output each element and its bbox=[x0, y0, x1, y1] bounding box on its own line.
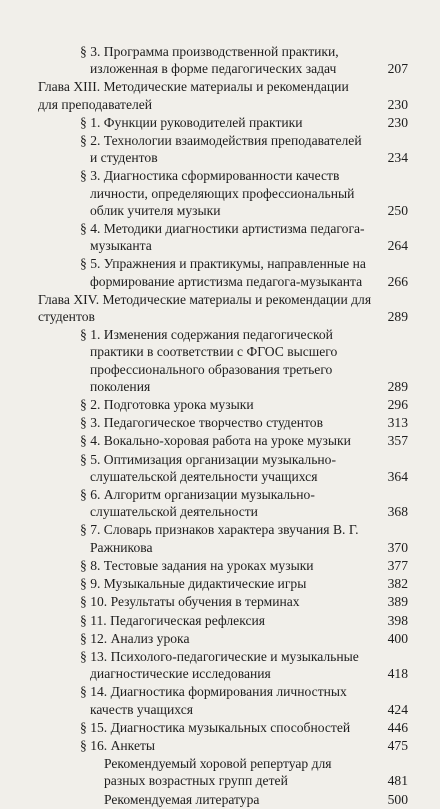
toc-entry-page: 481 bbox=[387, 773, 408, 789]
toc-entry-title: § 9. Музыкальные дидактические игры bbox=[80, 576, 307, 592]
toc-entry-page: 400 bbox=[387, 630, 408, 646]
toc-section-entry bbox=[38, 557, 408, 574]
toc-entry-page: 230 bbox=[387, 96, 408, 112]
toc-entry-title: Глава XIII. Методические материалы и рекомендации для преподавателей bbox=[38, 79, 349, 112]
toc-section-entry bbox=[38, 593, 408, 610]
toc-entry-page: 370 bbox=[387, 539, 408, 555]
toc-entry-page: 398 bbox=[387, 612, 408, 628]
toc-section-entry bbox=[38, 683, 408, 717]
toc-entry-page: 500 bbox=[387, 791, 408, 807]
toc-entry-page: 289 bbox=[387, 378, 408, 394]
toc-section-entry bbox=[38, 414, 408, 431]
toc-section-entry bbox=[38, 791, 408, 808]
toc-entry-title: § 5. Оптимизация организации музыкально-слушательской деятельности учащихся bbox=[80, 451, 336, 484]
toc-chapter-entry bbox=[38, 78, 408, 112]
toc-section-entry bbox=[38, 521, 408, 555]
toc-entry-title: § 13. Психолого-педагогические и музыкальные диагностические исследования bbox=[80, 648, 359, 682]
toc-section-entry bbox=[38, 326, 408, 395]
toc-section-entry bbox=[38, 755, 408, 789]
toc-section-entry bbox=[38, 396, 408, 413]
toc-entry-page: 313 bbox=[387, 415, 408, 431]
toc-section-entry bbox=[38, 114, 408, 131]
toc-section-entry bbox=[38, 167, 408, 219]
toc-entry-title: § 6. Алгоритм организации музыкально-слушательской деятельности bbox=[80, 487, 315, 520]
toc-entry-page: 296 bbox=[387, 397, 408, 413]
toc-section-entry bbox=[38, 43, 408, 77]
toc-entry-page: 418 bbox=[387, 666, 408, 682]
toc-entry-page: 357 bbox=[387, 433, 408, 449]
toc-entry-title: § 12. Анализ урока bbox=[80, 630, 190, 646]
toc-section-entry bbox=[38, 432, 408, 449]
toc-section-entry bbox=[38, 612, 408, 629]
toc-entry-page: 266 bbox=[387, 273, 408, 289]
toc-entry-title: § 10. Результаты обучения в терминах bbox=[80, 594, 300, 610]
toc-entry-title: § 3. Педагогическое творчество студентов bbox=[80, 415, 324, 431]
toc-entry-page: 389 bbox=[387, 594, 408, 610]
toc-entry-page: 368 bbox=[387, 504, 408, 520]
toc-entry-title: § 1. Функции руководителей практики bbox=[80, 114, 303, 130]
toc-entry-title: § 11. Педагогическая рефлексия bbox=[80, 612, 266, 628]
toc-entry-title: § 3. Программа производственной практики, изложенная в форме педагогических задач bbox=[80, 44, 339, 77]
toc-entry-page: 250 bbox=[387, 202, 408, 218]
toc-entry-title: § 15. Диагностика музыкальных способностей bbox=[80, 719, 351, 735]
toc-entry-title: Глава XIV. Методические материалы и рекомендации для студентов bbox=[38, 291, 372, 325]
toc-entry-title: § 3. Диагностика сформированности качеств личности, определяющих профессиональный облик учителя музыки bbox=[80, 168, 355, 218]
toc-entry-title: § 8. Тестовые задания на уроках музыки bbox=[80, 557, 314, 573]
toc-chapter-entry bbox=[38, 291, 408, 325]
toc-section-entry bbox=[38, 220, 408, 254]
toc-entry-page: 230 bbox=[387, 114, 408, 130]
toc-entry-page: 377 bbox=[387, 557, 408, 573]
toc-section-entry bbox=[38, 719, 408, 736]
toc-section-entry bbox=[38, 630, 408, 647]
toc-entry-page: 289 bbox=[387, 309, 408, 325]
toc-entry-page: 424 bbox=[387, 701, 408, 717]
toc-entry-title: § 14. Диагностика формирования личностных качеств учащихся bbox=[80, 684, 347, 717]
toc-entry-page: 382 bbox=[387, 576, 408, 592]
toc-entry-page: 207 bbox=[387, 61, 408, 77]
toc-entry-title: Рекомендуемая литература bbox=[104, 791, 260, 807]
toc-entry-title: § 2. Подготовка урока музыки bbox=[80, 397, 254, 413]
toc-entry-page: 364 bbox=[387, 468, 408, 484]
toc-entry-title: § 4. Вокально-хоровая работа на уроке музыки bbox=[80, 433, 351, 449]
toc-section-entry bbox=[38, 575, 408, 592]
toc-entry-title: § 16. Анкеты bbox=[80, 737, 156, 753]
toc-entry-title: § 4. Методики диагностики артистизма педагога-музыканта bbox=[80, 221, 365, 254]
toc-entry-page: 234 bbox=[387, 150, 408, 166]
toc-section-entry bbox=[38, 451, 408, 485]
toc-section-entry bbox=[38, 648, 408, 682]
toc-entry-title: § 5. Упражнения и практикумы, направленные на формирование артистизма педагога-музыканта bbox=[80, 256, 366, 289]
toc-section-entry bbox=[38, 486, 408, 520]
toc-section-entry bbox=[38, 737, 408, 754]
toc-entry-page: 475 bbox=[387, 737, 408, 753]
toc-entry-page: 446 bbox=[387, 719, 408, 735]
toc-entry-title: § 7. Словарь признаков характера звучания В. Г. Ражникова bbox=[80, 522, 359, 555]
toc-entry-title: Рекомендуемый хоровой репертуар для разных возрастных групп детей bbox=[104, 756, 332, 789]
toc-entry-page: 264 bbox=[387, 238, 408, 254]
toc-entry-title: § 1. Изменения содержания педагогической практики в соответствии с ФГОС высшего профессионального образования третьего поколения bbox=[80, 327, 338, 394]
table-of-contents bbox=[38, 43, 408, 809]
toc-entry-title: § 2. Технологии взаимодействия преподавателей и студентов bbox=[80, 133, 362, 166]
toc-section-entry bbox=[38, 255, 408, 289]
toc-section-entry bbox=[38, 132, 408, 166]
